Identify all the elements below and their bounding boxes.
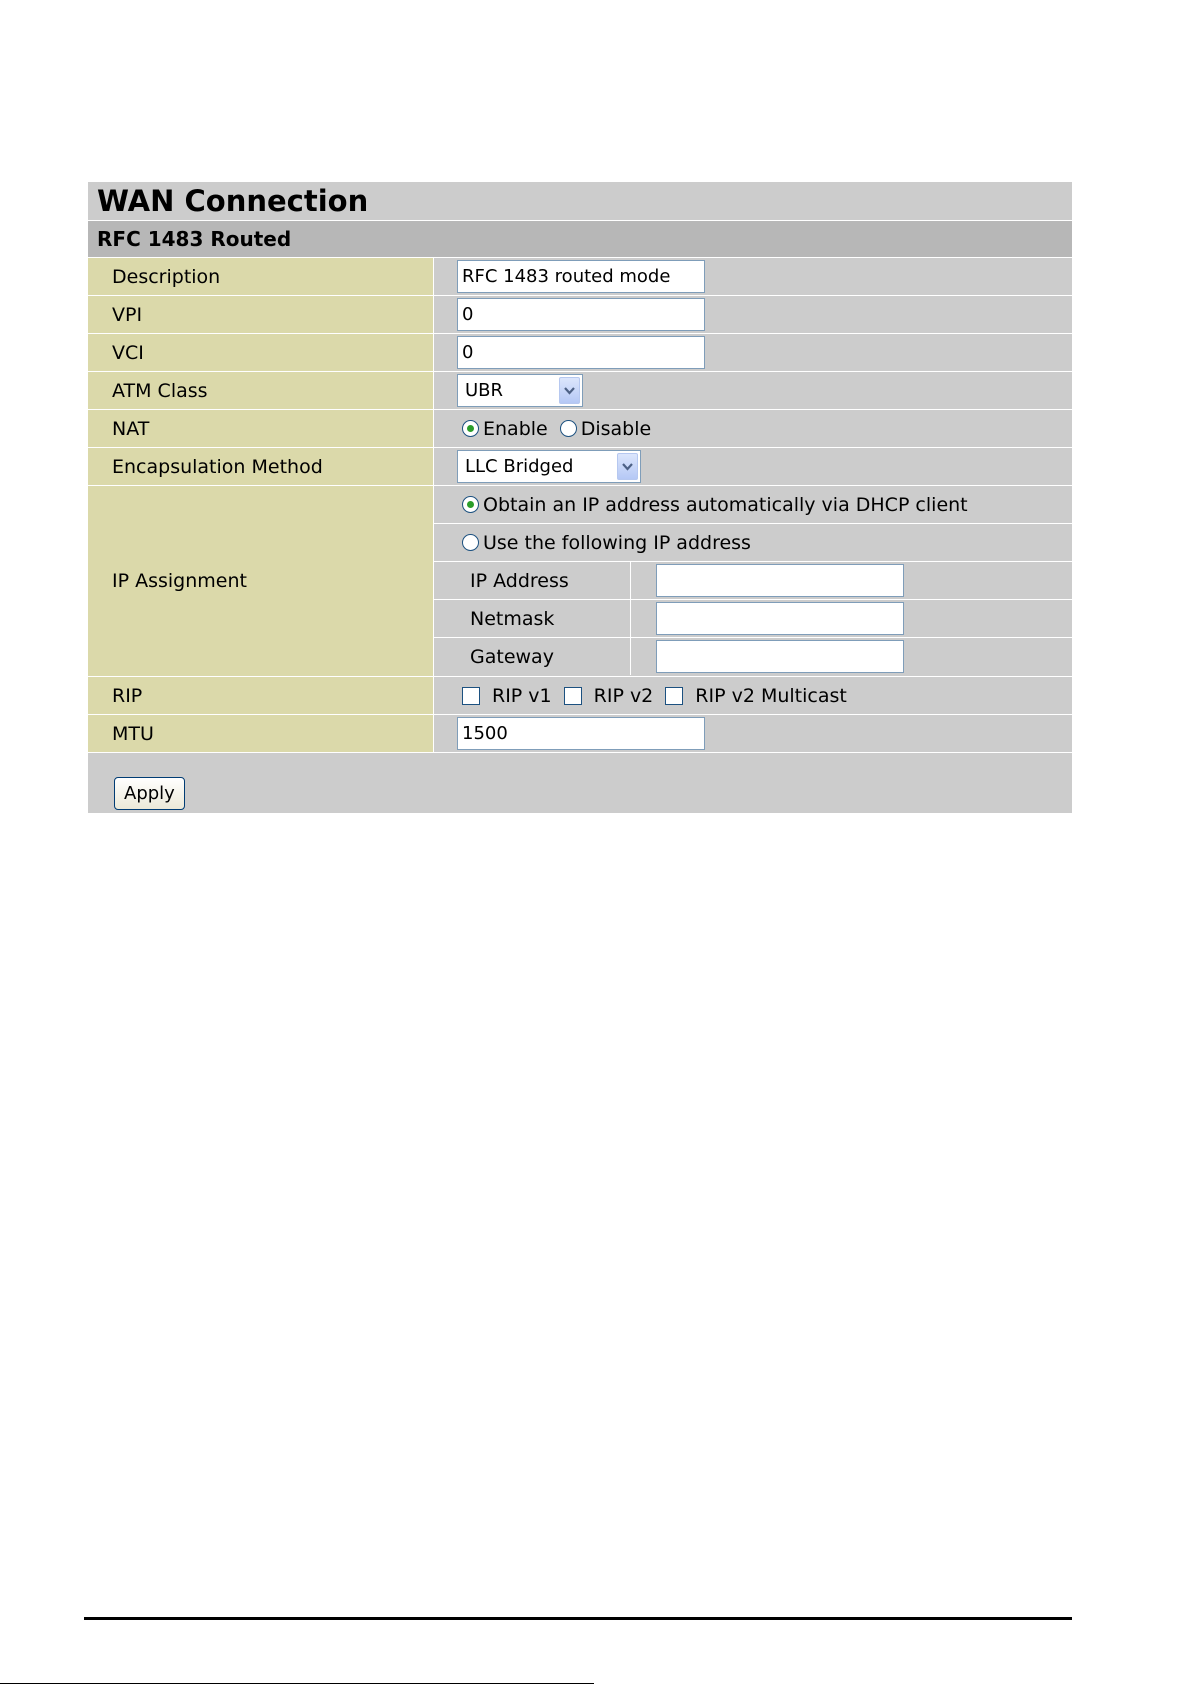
encapsulation-selected: LLC Bridged	[465, 456, 574, 477]
rip-label: RIP	[88, 677, 434, 714]
nat-enable-label: Enable	[483, 417, 548, 440]
ip-manual-radio[interactable]	[462, 534, 479, 551]
description-row	[88, 258, 1072, 296]
page-title: WAN Connection	[88, 182, 1072, 221]
ip-manual-label: Use the following IP address	[483, 531, 751, 554]
ip-assignment-label: IP Assignment	[88, 486, 434, 676]
ip-auto-label: Obtain an IP address automatically via DHCP client	[483, 493, 968, 516]
bottom-divider	[0, 1683, 594, 1684]
vci-input[interactable]: 0	[457, 336, 705, 369]
rip-v1-checkbox[interactable]	[462, 687, 480, 705]
netmask-label: Netmask	[434, 600, 631, 637]
vpi-row	[88, 296, 1072, 334]
footer-divider	[84, 1617, 1072, 1620]
rip-row	[88, 677, 1072, 715]
nat-label: NAT	[88, 410, 434, 447]
gateway-input[interactable]	[656, 640, 904, 673]
description-input[interactable]: RFC 1483 routed mode	[457, 260, 705, 293]
gateway-label: Gateway	[434, 638, 631, 675]
ip-auto-row	[434, 486, 1072, 524]
rip-v2-multicast-label: RIP v2 Multicast	[695, 684, 847, 707]
wan-connection-panel	[88, 182, 1072, 813]
netmask-input[interactable]	[656, 602, 904, 635]
rip-v2-checkbox[interactable]	[564, 687, 582, 705]
apply-button[interactable]: Apply	[114, 777, 185, 810]
encapsulation-label: Encapsulation Method	[88, 448, 434, 485]
vpi-label: VPI	[88, 296, 434, 333]
gateway-row	[434, 638, 1072, 675]
apply-row	[88, 753, 1072, 813]
ip-address-row	[434, 562, 1072, 600]
description-label: Description	[88, 258, 434, 295]
nat-enable-radio[interactable]	[462, 420, 479, 437]
atm-class-select[interactable]	[457, 374, 583, 407]
atm-class-row	[88, 372, 1072, 410]
nat-disable-radio[interactable]	[560, 420, 577, 437]
ip-assignment-block	[88, 486, 1072, 677]
vci-row	[88, 334, 1072, 372]
chevron-down-icon[interactable]	[617, 453, 638, 480]
vpi-input[interactable]: 0	[457, 298, 705, 331]
nat-disable-label: Disable	[580, 417, 652, 440]
ip-auto-radio[interactable]	[462, 496, 479, 513]
netmask-row	[434, 600, 1072, 638]
ip-manual-row	[434, 524, 1072, 562]
chevron-down-icon[interactable]	[559, 377, 580, 404]
atm-class-label: ATM Class	[88, 372, 434, 409]
mtu-input[interactable]: 1500	[457, 717, 705, 750]
rip-v2-multicast-checkbox[interactable]	[665, 687, 683, 705]
rip-v2-label: RIP v2	[593, 684, 654, 707]
mtu-row	[88, 715, 1072, 753]
encapsulation-select[interactable]	[457, 450, 641, 483]
mtu-label: MTU	[88, 715, 434, 752]
rip-v1-label: RIP v1	[492, 684, 552, 707]
ip-address-input[interactable]	[656, 564, 904, 597]
ip-address-label: IP Address	[434, 562, 631, 599]
atm-class-selected: UBR	[465, 380, 504, 401]
vci-label: VCI	[88, 334, 434, 371]
encapsulation-row	[88, 448, 1072, 486]
nat-row	[88, 410, 1072, 448]
section-title: RFC 1483 Routed	[88, 221, 1072, 258]
